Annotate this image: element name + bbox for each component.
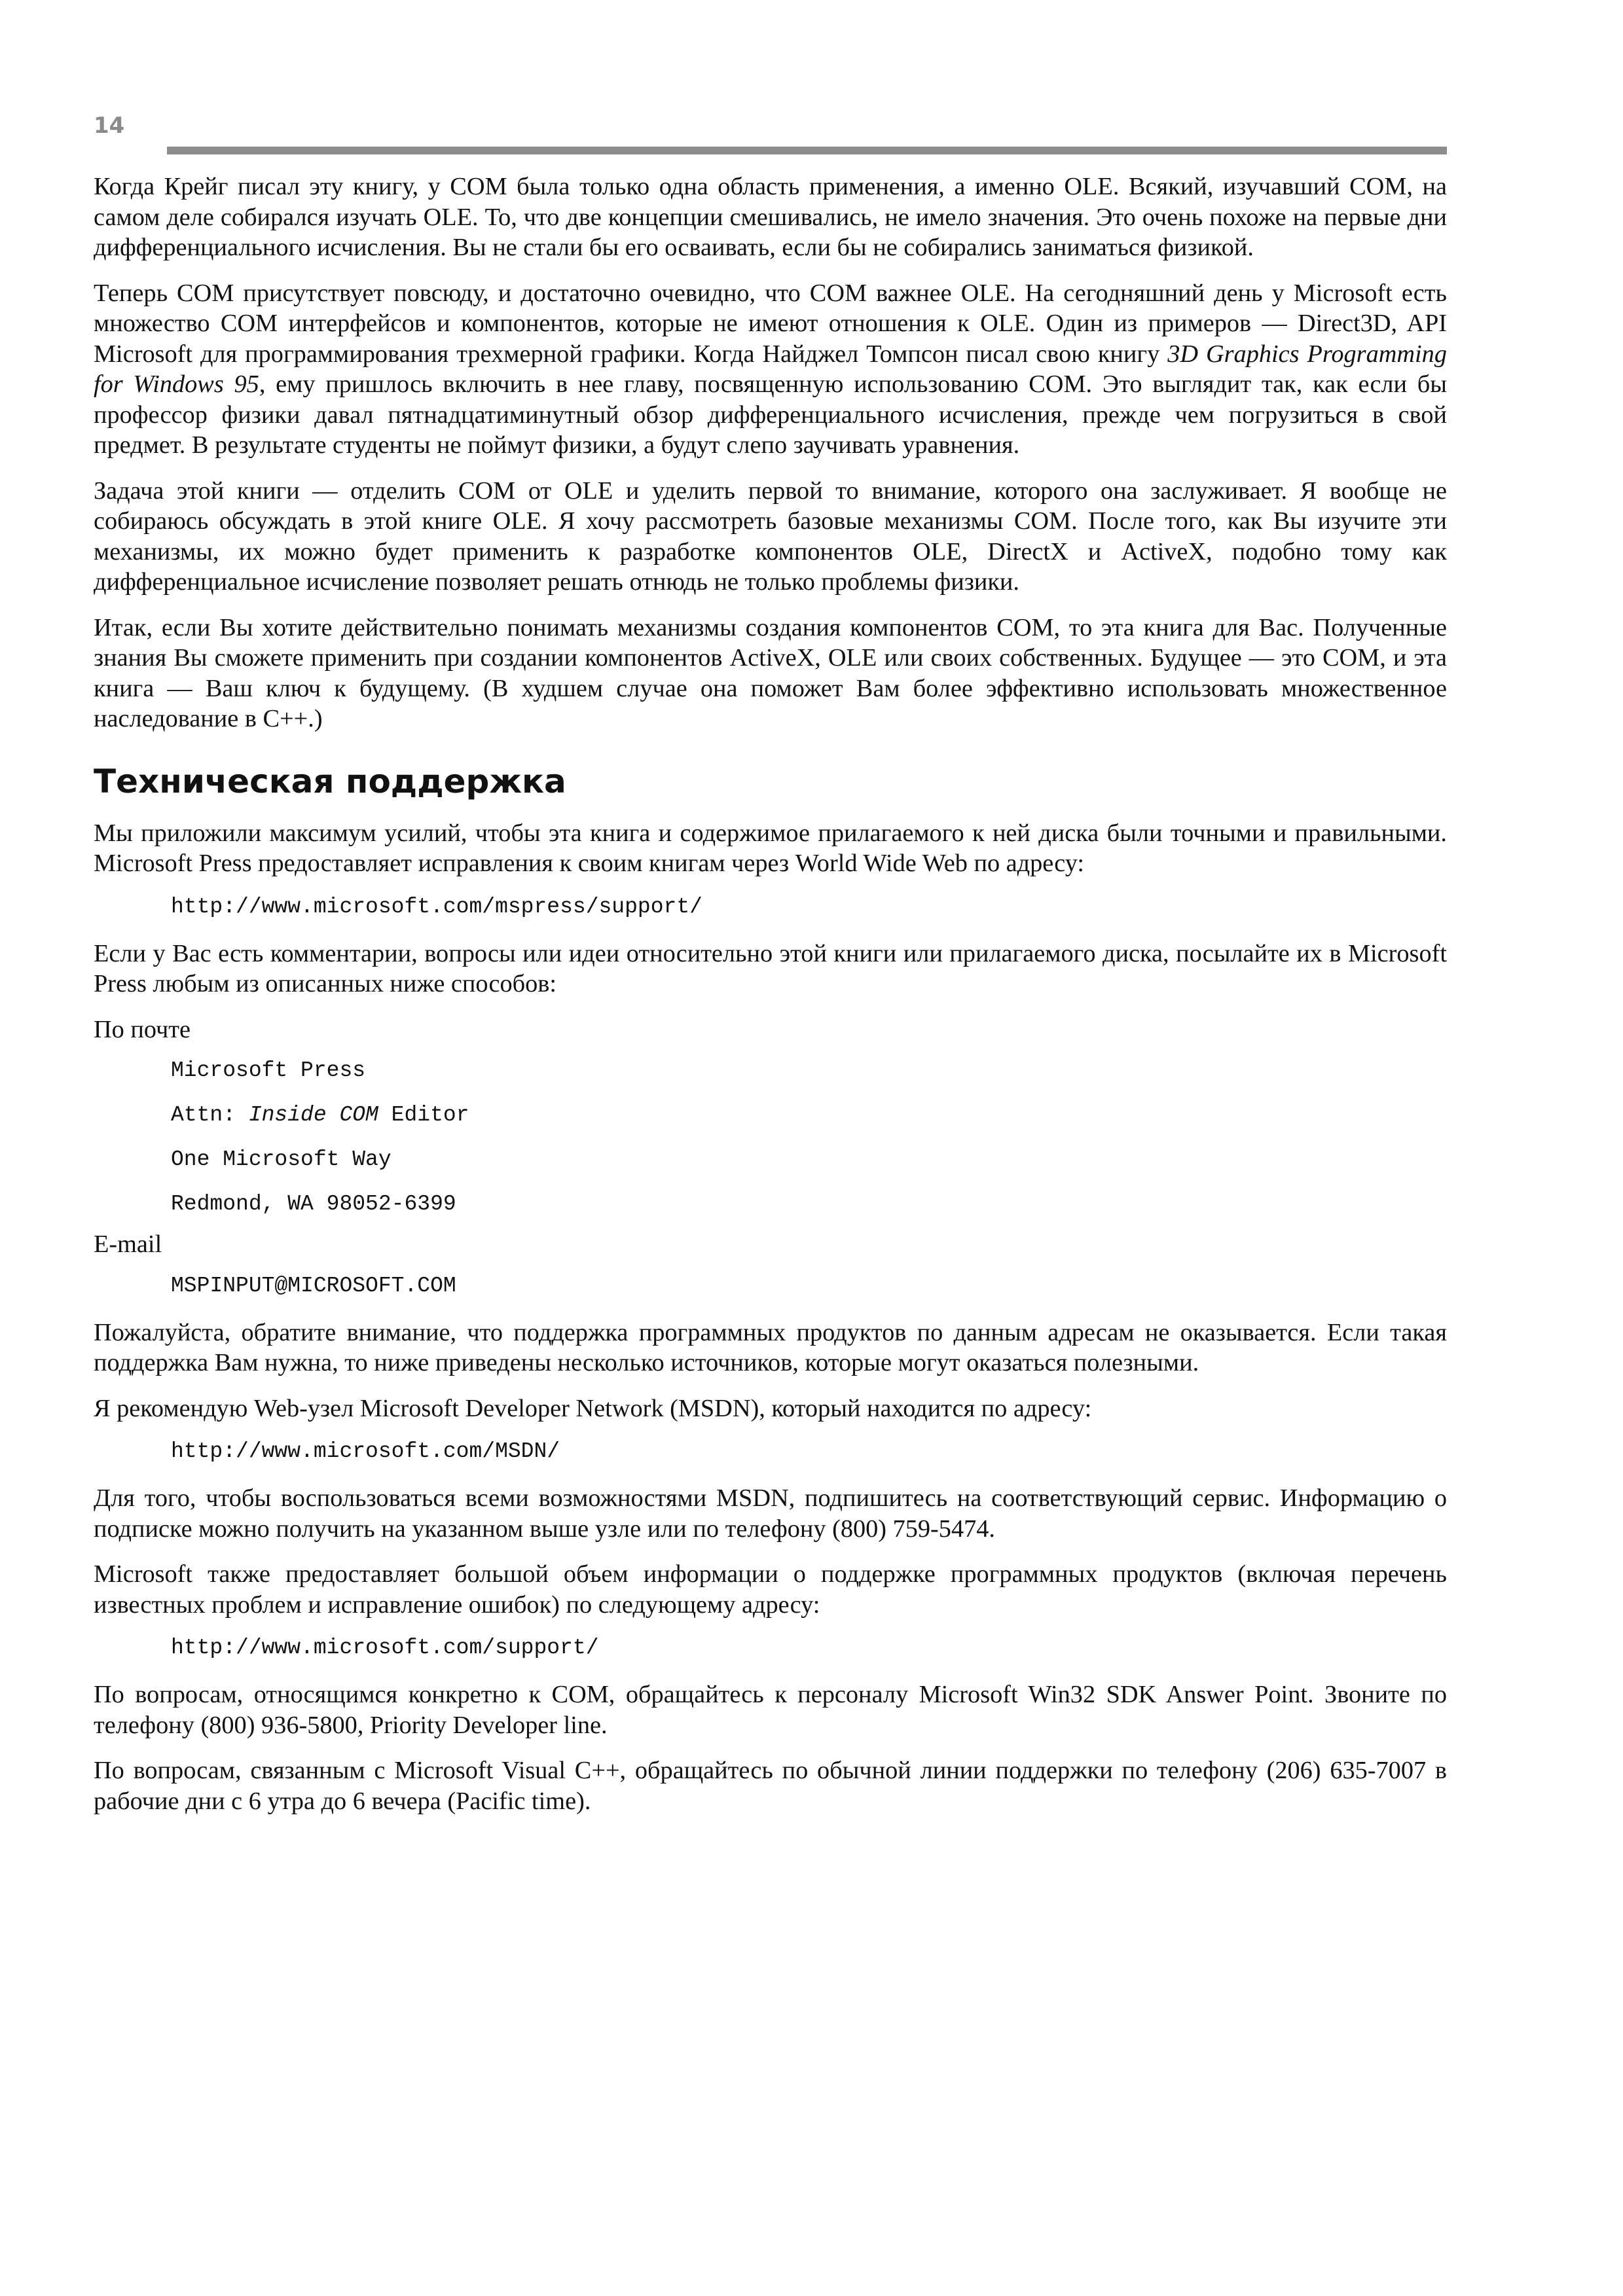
support-paragraph-2: Если у Вас есть комментарии, вопросы или идеи относительно этой книги или прилагаемого диска, посылайте их в Microsoft Press любым из описанных ниже способов: (94, 939, 1447, 997)
support-paragraph-6: Microsoft также предоставляет большой объем информации о поддержке программных продуктов (включая перечень известных проблем и исправление ошибок) по следующему адресу: (94, 1560, 1447, 1619)
intro-paragraph-4: Итак, если Вы хотите действительно понимать механизмы создания компонентов COM, то эта книга для Вас. Полученные знания Вы сможете применить при создании компонентов ActiveX, OLE или своих собственных. Будущее — это COM, и эта книга — Ваш ключ к будущему. (В худшем случае она поможет Вам более эффективно использовать множественное наследование в C++.) (94, 613, 1447, 732)
support-paragraph-7: По вопросам, относящимся конкретно к COM, обращайтесь к персоналу Microsoft Win32 SDK Answer Point. Звоните по телефону (800) 936-5800, Priority Developer line. (94, 1681, 1447, 1739)
address-line-4: Redmond, WA 98052-6399 (171, 1192, 456, 1216)
intro-paragraph-1: Когда Крейг писал эту книгу, у COM была только одна область применения, а именно OLE. Всякий, изучавший COM, на самом деле собирался изучать OLE. То, что две концепции смешивались, не имело значения. Это очень похоже на первые дни дифференциального исчисления. Вы не стали бы его осваивать, если бы не собирались заниматься физикой. (94, 173, 1447, 261)
support-paragraph-3: Пожалуйста, обратите внимание, что поддержка программных продуктов по данным адресам не оказывается. Если такая поддержка Вам нужна, то ниже приведены несколько источников, которые могут оказаться полезными. (94, 1318, 1447, 1376)
email-label: E-mail (94, 1230, 162, 1258)
section-heading: Техническая поддержка (94, 762, 566, 800)
intro-paragraph-3: Задача этой книги — отделить COM от OLE и уделить первой то внимание, которого она заслуживает. Я вообще не собираюсь обсуждать в этой книге OLE. Я хочу рассмотреть базовые механизмы COM. После того, как Вы изучите эти механизмы, их можно будет применить к разработке компонентов OLE, DirectX и ActiveX, подобно тому как дифференциальное исчисление позволяет решать отнюдь не только проблемы физики. (94, 476, 1447, 596)
intro-paragraph-2-end: , ему пришлось включить в нее главу, посвященную использованию COM. Это выглядит так, как если бы профессор физики давал пятнадцатиминутный обзор дифференциального исчисления, прежде чем погрузиться в свой предмет. В результате студенты не поймут физики, а будут слепо заучивать уравнения. (94, 370, 1448, 459)
address-line-1: Microsoft Press (171, 1058, 366, 1083)
mail-label: По почте (94, 1015, 191, 1043)
support-paragraph-4: Я рекомендую Web-узел Microsoft Developer Network (MSDN), который находится по адресу: (94, 1394, 1092, 1422)
support-paragraph-1: Мы приложили максимум усилий, чтобы эта книга и содержимое прилагаемого к ней диска были точными и правильными. Microsoft Press предоставляет исправления к своим книгам через World Wide Web по адресу: (94, 819, 1447, 877)
support-paragraph-5: Для того, чтобы воспользоваться всеми возможностями MSDN, подпишитесь на соответствующий сервис. Информацию о подписке можно получить на указанном выше узле или по телефону (800) 759-5474. (94, 1484, 1447, 1543)
support-url: http://www.microsoft.com/mspress/support/ (171, 894, 702, 919)
support-paragraph-8: По вопросам, связанным с Microsoft Visual C++, обращайтесь по обычной линии поддержки по телефону (206) 635-7007 в рабочие дни с 6 утра до 6 вечера (Pacific time). (94, 1757, 1447, 1815)
page-number: 14 (94, 113, 125, 139)
address-book-title: Inside COM (248, 1103, 378, 1127)
header-rule (167, 147, 1447, 154)
address-line-3: One Microsoft Way (171, 1147, 392, 1172)
msdn-url: http://www.microsoft.com/MSDN/ (171, 1439, 560, 1463)
intro-paragraph-2-start: Теперь COM присутствует повсюду, и достаточно очевидно, что COM важнее OLE. На сегодняшний день у Microsoft есть множество COM интерфейсов и компонентов, которые не имеют отношения к OLE. Один из примеров — Direct3D, API Microsoft для программирования трехмерной графики. Когда Найджел Томпсон писал свою книгу (94, 279, 1447, 368)
page-body (94, 171, 1447, 1831)
intro-paragraph-2 (94, 278, 1447, 461)
address-line-2 (171, 1102, 1447, 1128)
support-url-2: http://www.microsoft.com/support/ (171, 1636, 599, 1660)
book-title: 3D Graphics Programming for Windows 95 (94, 340, 1447, 398)
address-attn: Attn: (171, 1103, 249, 1127)
address-editor: Editor (378, 1103, 469, 1127)
email-address: MSPINPUT@MICROSOFT.COM (171, 1273, 456, 1298)
